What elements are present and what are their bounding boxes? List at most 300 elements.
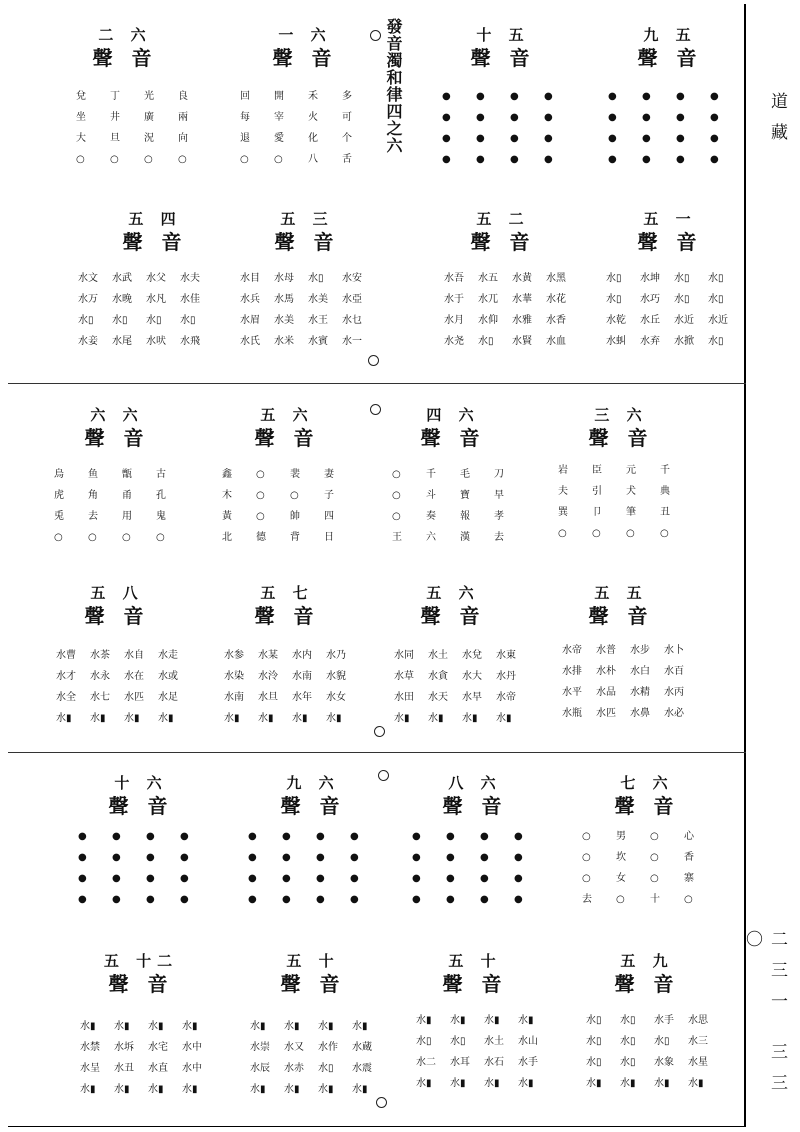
grid-row — [606, 331, 736, 352]
grid-cell: 水一 — [342, 336, 362, 347]
grid-cell: 水▮ — [326, 713, 342, 724]
grid-row — [412, 826, 542, 847]
grid-cell: 向 — [178, 133, 188, 144]
grid-cell: ● — [480, 852, 489, 863]
grid-cell: 子 — [324, 490, 334, 501]
circle-mark — [374, 726, 385, 737]
grid-cell: ● — [480, 831, 489, 842]
grid-cell: 水母 — [274, 273, 294, 284]
grid-cell: ● — [510, 133, 519, 144]
section-heading — [252, 208, 362, 255]
grid-cell: 回 — [240, 91, 250, 102]
grid-cell: 水▮ — [258, 713, 274, 724]
heading-label: 聲 音 — [280, 794, 346, 818]
grid-cell: 水▯ — [146, 315, 162, 326]
grid-cell: 水▯ — [450, 1036, 466, 1047]
grid-row — [248, 847, 378, 868]
heading-label: 聲 音 — [108, 972, 174, 996]
grid-cell: 水天 — [428, 692, 448, 703]
character-grid — [240, 268, 370, 352]
grid-cell: 兌 — [76, 91, 86, 102]
grid-row — [444, 310, 574, 331]
section-divider — [8, 383, 746, 384]
grid-cell: ● — [446, 873, 455, 884]
grid-cell: 水手 — [654, 1015, 674, 1026]
grid-cell: 水于 — [444, 294, 464, 305]
grid-cell: 水氏 — [240, 336, 260, 347]
grid-cell: ● — [248, 894, 257, 905]
grid-cell: ● — [112, 894, 121, 905]
grid-cell: 水王 — [308, 315, 328, 326]
grid-cell: 水震 — [352, 1063, 372, 1074]
grid-cell: 旦 — [110, 133, 120, 144]
heading-number: 八 六 — [448, 774, 502, 792]
grid-row — [558, 481, 688, 502]
grid-cell: ● — [78, 894, 87, 905]
grid-cell: 水▮ — [182, 1021, 198, 1032]
grid-row — [80, 1016, 210, 1037]
grid-cell: 去 — [582, 894, 592, 905]
grid-row — [248, 889, 378, 910]
character-grid — [558, 460, 688, 544]
grid-row — [582, 868, 712, 889]
grid-cell: 水▮ — [416, 1015, 432, 1026]
heading-label: 聲 音 — [614, 972, 680, 996]
grid-cell: 水吾 — [444, 273, 464, 284]
grid-cell: 甑 — [122, 469, 132, 480]
side-page-number: 二三一 三三〇 — [742, 930, 787, 1105]
heading-label: 聲 音 — [442, 794, 508, 818]
grid-cell: 坐 — [76, 112, 86, 123]
heading-label: 聲 音 — [122, 230, 188, 254]
grid-row — [606, 268, 736, 289]
grid-cell: 十 — [650, 894, 660, 905]
grid-cell: 每 — [240, 112, 250, 123]
grid-cell: ● — [282, 831, 291, 842]
grid-row — [80, 1037, 210, 1058]
heading-number: 十 五 — [476, 26, 530, 44]
grid-row — [442, 86, 572, 107]
grid-cell: ● — [476, 133, 485, 144]
grid-cell: 水▮ — [318, 1084, 334, 1095]
grid-cell: 六 — [426, 532, 436, 543]
grid-cell: 用 — [122, 511, 132, 522]
grid-cell: 水宅 — [148, 1042, 168, 1053]
grid-cell: ● — [442, 91, 451, 102]
grid-row — [392, 464, 522, 485]
grid-row — [416, 1031, 546, 1052]
grid-row — [608, 128, 738, 149]
grid-cell: 典 — [660, 486, 670, 497]
grid-cell: ○ — [592, 528, 601, 539]
grid-cell: 水参 — [224, 650, 244, 661]
character-grid — [248, 826, 378, 910]
grid-cell: 水▮ — [688, 1078, 704, 1089]
grid-row — [412, 868, 542, 889]
grid-cell: 火 — [308, 112, 318, 123]
grid-cell: ● — [480, 873, 489, 884]
grid-cell: 水▯ — [674, 294, 690, 305]
grid-cell: ○ — [88, 532, 97, 543]
heading-label: 聲 音 — [84, 604, 150, 628]
grid-row — [240, 107, 370, 128]
grid-cell: ● — [248, 831, 257, 842]
grid-cell: ● — [510, 154, 519, 165]
grid-cell: 古 — [156, 469, 166, 480]
grid-cell: 水田 — [394, 692, 414, 703]
grid-cell: ● — [78, 831, 87, 842]
grid-cell: 水▯ — [318, 1063, 334, 1074]
grid-row — [608, 107, 738, 128]
grid-cell: 水白 — [630, 666, 650, 677]
grid-cell: 水▮ — [484, 1078, 500, 1089]
grid-cell: 水辰 — [250, 1063, 270, 1074]
grid-cell: ● — [78, 873, 87, 884]
heading-label: 聲 音 — [470, 46, 536, 70]
section-heading — [100, 208, 210, 255]
character-grid — [606, 268, 736, 352]
grid-row — [392, 527, 522, 548]
grid-cell: ● — [476, 91, 485, 102]
grid-cell: ● — [710, 133, 719, 144]
grid-cell: 水帝 — [496, 692, 516, 703]
grid-cell: ● — [78, 852, 87, 863]
character-grid — [394, 645, 524, 729]
grid-cell: 水▮ — [90, 713, 106, 724]
circle-mark — [378, 770, 389, 781]
grid-cell: 水飛 — [180, 336, 200, 347]
grid-cell: 鱼 — [88, 469, 98, 480]
grid-cell: 水凡 — [146, 294, 166, 305]
grid-cell: 水▮ — [518, 1078, 534, 1089]
grid-cell: 水足 — [158, 692, 178, 703]
grid-row — [240, 149, 370, 170]
grid-row — [222, 485, 352, 506]
grid-row — [222, 464, 352, 485]
grid-cell: ○ — [650, 873, 659, 884]
grid-cell: 水平 — [562, 687, 582, 698]
grid-cell: 水▮ — [496, 713, 512, 724]
grid-cell: 虎 — [54, 490, 64, 501]
grid-cell: 水夫 — [180, 273, 200, 284]
grid-cell: ● — [514, 852, 523, 863]
grid-cell: ● — [642, 133, 651, 144]
grid-row — [608, 86, 738, 107]
grid-cell: 水丑 — [114, 1063, 134, 1074]
grid-cell: 水丹 — [496, 671, 516, 682]
grid-cell: ● — [514, 831, 523, 842]
section-heading — [566, 582, 676, 629]
grid-row — [442, 107, 572, 128]
grid-cell: ● — [510, 112, 519, 123]
grid-cell: 背 — [290, 532, 300, 543]
section-heading — [62, 582, 172, 629]
grid-cell: 水土 — [428, 650, 448, 661]
grid-row — [76, 107, 206, 128]
grid-cell: 水▯ — [606, 273, 622, 284]
grid-cell: 報 — [460, 511, 470, 522]
character-grid — [54, 464, 184, 548]
grid-cell: ● — [514, 894, 523, 905]
grid-cell: 水手 — [518, 1057, 538, 1068]
grid-cell: 水▮ — [114, 1021, 130, 1032]
grid-cell: ● — [112, 873, 121, 884]
grid-cell: ● — [442, 154, 451, 165]
grid-cell: 水大 — [462, 671, 482, 682]
grid-cell: 水▮ — [654, 1078, 670, 1089]
heading-label: 聲 音 — [614, 794, 680, 818]
character-grid — [222, 464, 352, 548]
grid-cell: ● — [282, 894, 291, 905]
grid-row — [558, 502, 688, 523]
grid-row — [444, 331, 574, 352]
grid-cell: 水丘 — [640, 315, 660, 326]
grid-row — [78, 826, 208, 847]
grid-cell: 水美 — [308, 294, 328, 305]
character-grid — [582, 826, 712, 910]
grid-cell: ○ — [274, 154, 283, 165]
grid-cell: ● — [608, 112, 617, 123]
grid-cell: 水乾 — [606, 315, 626, 326]
grid-cell: ● — [112, 831, 121, 842]
grid-cell: 水▯ — [308, 273, 324, 284]
grid-cell: 早 — [494, 490, 504, 501]
grid-cell: ● — [350, 831, 359, 842]
grid-cell: ● — [282, 852, 291, 863]
grid-cell: 水▯ — [620, 1057, 636, 1068]
section-heading — [448, 208, 558, 255]
grid-cell: 水排 — [562, 666, 582, 677]
grid-cell: 舌 — [342, 154, 352, 165]
grid-cell: ○ — [582, 852, 591, 863]
grid-cell: 水早 — [462, 692, 482, 703]
grid-cell: 水泠 — [258, 671, 278, 682]
grid-row — [582, 889, 712, 910]
grid-cell: 水兵 — [240, 294, 260, 305]
grid-cell: ○ — [650, 852, 659, 863]
grid-cell: 水禁 — [80, 1042, 100, 1053]
grid-cell: 水▮ — [450, 1015, 466, 1026]
grid-cell: ● — [350, 894, 359, 905]
grid-cell: 水才 — [56, 671, 76, 682]
grid-cell: 夫 — [558, 486, 568, 497]
grid-cell: 水尾 — [112, 336, 132, 347]
grid-row — [562, 661, 692, 682]
grid-row — [394, 645, 524, 666]
section-heading — [420, 772, 530, 819]
grid-cell: ● — [282, 873, 291, 884]
heading-label: 聲 音 — [420, 604, 486, 628]
grid-cell: ○ — [392, 511, 401, 522]
grid-cell: ● — [544, 91, 553, 102]
heading-number: 五 四 — [128, 210, 182, 228]
character-grid — [76, 86, 206, 170]
grid-cell: 水崇 — [250, 1042, 270, 1053]
grid-row — [582, 847, 712, 868]
grid-cell: ● — [446, 852, 455, 863]
heading-number: 五 七 — [260, 584, 314, 602]
grid-cell: 水▮ — [518, 1015, 534, 1026]
grid-cell: ● — [544, 133, 553, 144]
grid-cell: 水三 — [688, 1036, 708, 1047]
grid-cell: 水▮ — [250, 1084, 266, 1095]
character-grid — [562, 640, 692, 724]
grid-row — [78, 331, 208, 352]
grid-row — [76, 86, 206, 107]
grid-cell: 四 — [324, 511, 334, 522]
section-heading — [420, 950, 530, 997]
grid-cell: ○ — [76, 154, 85, 165]
grid-cell: ● — [350, 873, 359, 884]
heading-number: 九 六 — [286, 774, 340, 792]
grid-cell: 水五 — [478, 273, 498, 284]
page-title: 發音濁和律四之六 — [384, 18, 403, 154]
grid-cell: 北 — [222, 532, 232, 543]
grid-row — [394, 708, 524, 729]
grid-cell: 水黑 — [546, 273, 566, 284]
grid-cell: 丁 — [110, 91, 120, 102]
grid-row — [250, 1079, 380, 1100]
grid-cell: 水妾 — [78, 336, 98, 347]
grid-cell: 水帝 — [562, 645, 582, 656]
grid-cell: ○ — [660, 528, 669, 539]
grid-cell: 大 — [76, 133, 86, 144]
grid-cell: 水米 — [274, 336, 294, 347]
grid-cell: 木 — [222, 490, 232, 501]
grid-cell: 千 — [660, 465, 670, 476]
grid-cell: 水▮ — [148, 1084, 164, 1095]
grid-cell: 井 — [110, 112, 120, 123]
grid-cell: 帥 — [290, 511, 300, 522]
grid-cell: 水弃 — [640, 336, 660, 347]
grid-cell: ○ — [650, 831, 659, 842]
grid-cell: ● — [180, 894, 189, 905]
grid-cell: 寶 — [460, 490, 470, 501]
grid-cell: 水晚 — [112, 294, 132, 305]
grid-cell: 水蔵 — [352, 1042, 372, 1053]
grid-row — [250, 1037, 380, 1058]
character-grid — [224, 645, 354, 729]
grid-row — [248, 868, 378, 889]
grid-row — [412, 889, 542, 910]
grid-row — [240, 310, 370, 331]
grid-cell: ● — [412, 873, 421, 884]
grid-cell: 水土 — [484, 1036, 504, 1047]
grid-cell: 水自 — [124, 650, 144, 661]
grid-cell: 岩 — [558, 465, 568, 476]
grid-cell: 水兌 — [462, 650, 482, 661]
grid-cell: 寨 — [684, 873, 694, 884]
grid-cell: 水▮ — [352, 1084, 368, 1095]
grid-cell: 水▮ — [80, 1084, 96, 1095]
grid-cell: 斗 — [426, 490, 436, 501]
grid-cell: ○ — [684, 894, 693, 905]
grid-cell: 男 — [616, 831, 626, 842]
heading-label: 聲 音 — [272, 46, 338, 70]
grid-row — [586, 1052, 716, 1073]
grid-row — [558, 523, 688, 544]
grid-cell: 水佳 — [180, 294, 200, 305]
grid-cell: 水中 — [182, 1042, 202, 1053]
grid-cell: 水賓 — [308, 336, 328, 347]
grid-cell: ● — [710, 154, 719, 165]
grid-cell: 水▮ — [114, 1084, 130, 1095]
grid-cell: 水東 — [496, 650, 516, 661]
grid-cell: ● — [476, 112, 485, 123]
grid-cell: ○ — [256, 469, 265, 480]
grid-cell: ● — [442, 112, 451, 123]
grid-cell: 水▮ — [124, 713, 140, 724]
grid-cell: ● — [676, 133, 685, 144]
grid-row — [54, 527, 184, 548]
heading-label: 聲 音 — [254, 604, 320, 628]
grid-cell: ● — [146, 894, 155, 905]
section-divider — [8, 752, 746, 753]
grid-row — [56, 687, 186, 708]
grid-row — [80, 1058, 210, 1079]
grid-cell: ● — [412, 894, 421, 905]
grid-cell: 千 — [426, 469, 436, 480]
heading-number: 三 六 — [594, 406, 648, 424]
grid-cell: 水乃 — [326, 650, 346, 661]
grid-cell: ● — [676, 154, 685, 165]
heading-number: 五 八 — [90, 584, 144, 602]
section-heading — [62, 404, 172, 451]
grid-cell: 水▮ — [318, 1021, 334, 1032]
grid-cell: 水▮ — [224, 713, 240, 724]
grid-row — [442, 128, 572, 149]
grid-cell: 化 — [308, 133, 318, 144]
grid-cell: 水耳 — [450, 1057, 470, 1068]
heading-number: 五 一 — [643, 210, 697, 228]
grid-cell: 水匹 — [124, 692, 144, 703]
grid-cell: 水作 — [318, 1042, 338, 1053]
heading-number: 五 六 — [426, 584, 480, 602]
section-heading — [615, 24, 725, 71]
heading-number: 五 五 — [594, 584, 648, 602]
grid-cell: 水▯ — [586, 1057, 602, 1068]
grid-cell: ● — [248, 873, 257, 884]
grid-row — [608, 149, 738, 170]
grid-cell: 水卜 — [664, 645, 684, 656]
grid-cell: 水貎 — [326, 671, 346, 682]
heading-number: 五 十 — [286, 952, 340, 970]
grid-row — [54, 506, 184, 527]
grid-cell: ● — [446, 894, 455, 905]
grid-row — [54, 464, 184, 485]
grid-cell: 水馬 — [274, 294, 294, 305]
heading-number: 五 十 — [448, 952, 502, 970]
grid-cell: 水亞 — [342, 294, 362, 305]
grid-cell: 丑 — [660, 507, 670, 518]
grid-cell: 水眉 — [240, 315, 260, 326]
heading-number: 二 六 — [98, 26, 152, 44]
character-grid — [240, 86, 370, 170]
grid-cell: 水象 — [654, 1057, 674, 1068]
grid-row — [562, 640, 692, 661]
grid-cell: 黃 — [222, 511, 232, 522]
grid-cell: 水▯ — [586, 1036, 602, 1047]
grid-cell: 鬼 — [156, 511, 166, 522]
grid-cell: ● — [146, 831, 155, 842]
grid-row — [222, 527, 352, 548]
grid-cell: 兩 — [178, 112, 188, 123]
grid-cell: 水▮ — [352, 1021, 368, 1032]
heading-number: 七 六 — [620, 774, 674, 792]
grid-cell: ○ — [616, 894, 625, 905]
grid-cell: ● — [180, 852, 189, 863]
grid-cell: 水直 — [148, 1063, 168, 1074]
